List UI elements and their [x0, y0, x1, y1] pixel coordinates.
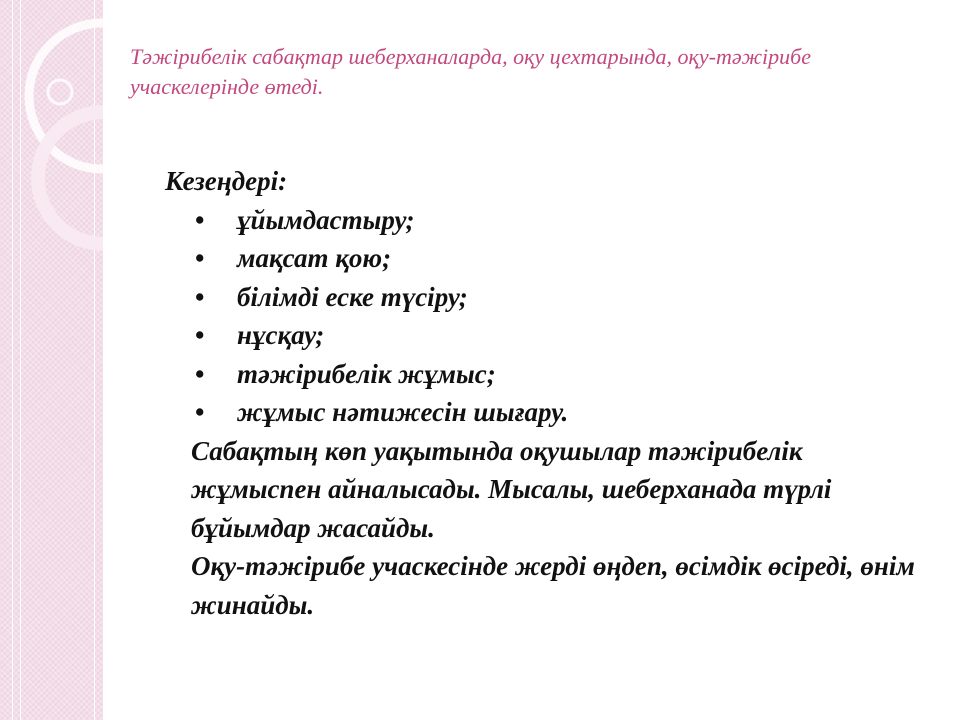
slide-title: Тәжірибелік сабақтар шеберханаларда, оқу цехтарында, оқу-тәжірибе учаскелерінде өтеді. [130, 44, 812, 99]
list-item [165, 393, 925, 432]
list-item [165, 201, 925, 240]
slide-content [165, 162, 925, 624]
stage-text: ұйымдастыру; [237, 204, 415, 235]
stage-text: нұсқау; [237, 320, 325, 350]
stages-heading: Кезеңдері: [165, 166, 288, 196]
stage-text: жұмыс нәтижесін шығару. [237, 397, 569, 427]
ring-medium [38, 112, 103, 244]
stage-text: білімді еске түсіру; [237, 281, 468, 312]
list-item [165, 278, 925, 317]
bullet-icon: • [195, 243, 205, 273]
bullet-icon: • [195, 281, 205, 312]
decorative-side-panel [0, 0, 103, 720]
list-item [165, 316, 925, 355]
stages-list [165, 201, 925, 432]
paragraph-plot: Оқу-тәжірибе учаскесінде жерді өңдеп, өсімдік өсіреді, өнім жинайды. [191, 551, 915, 620]
stage-text: мақсат қою; [237, 243, 392, 273]
bullet-icon: • [195, 397, 205, 427]
bullet-icon: • [195, 204, 205, 235]
ring-small [48, 80, 72, 104]
bullet-icon: • [195, 320, 205, 350]
stage-text: тәжірибелік жұмыс; [237, 358, 496, 389]
bullet-icon: • [195, 358, 205, 389]
paragraph-workshop: Сабақтың көп уақытында оқушылар тәжірибелік жұмыспен айналысады. Мысалы, шеберханада түрлі бұйымдар жасайды. [191, 435, 832, 543]
list-item [165, 355, 925, 394]
list-item [165, 239, 925, 278]
decorative-rings [0, 0, 103, 720]
